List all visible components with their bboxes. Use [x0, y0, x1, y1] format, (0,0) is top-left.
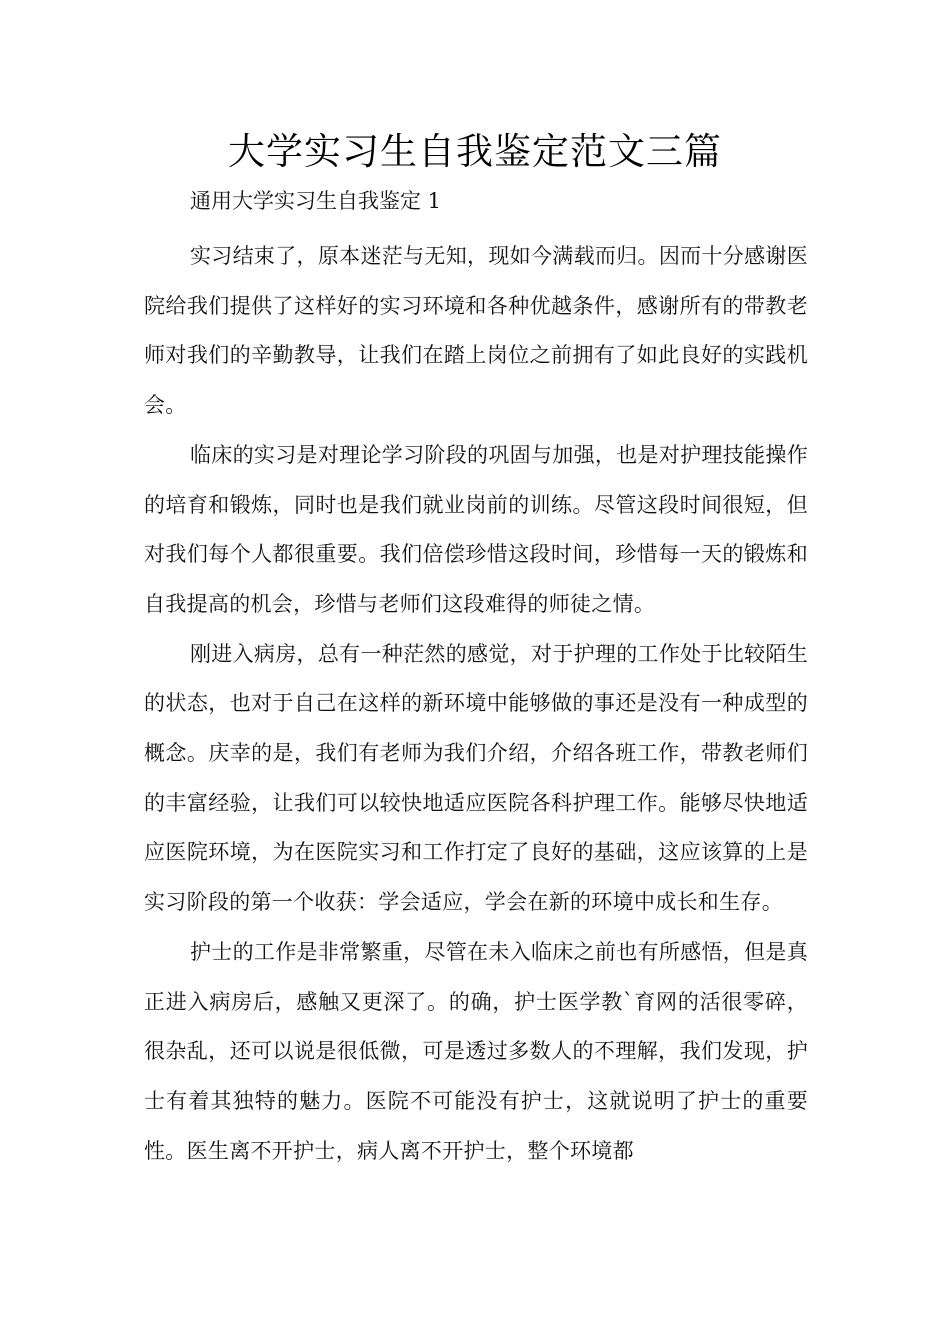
paragraph-2: 临床的实习是对理论学习阶段的巩固与加强，也是对护理技能操作的培育和锻炼，同时也是我们就业岗前的训练。尽管这段时间很短，但对我们每个人都很重要。我们倍偿珍惜这段时间，珍惜每一天的锻炼和自我提高的机会，珍惜与老师们这段难得的师徒之情。 [144, 442, 808, 616]
document-body [144, 232, 808, 1176]
document-title: 大学实习生自我鉴定范文三篇 [228, 130, 722, 173]
paragraph-1: 实习结束了，原本迷茫与无知，现如今满载而归。因而十分感谢医院给我们提供了这样好的实习环境和各种优越条件，感谢所有的带教老师对我们的辛勤教导，让我们在踏上岗位之前拥有了如此良好的实践机会。 [144, 244, 808, 418]
paragraph-4: 护士的工作是非常繁重，尽管在未入临床之前也有所感悟，但是真正进入病房后，感触又更深了。的确，护士医学教`育网的活很零碎，很杂乱，还可以说是很低微，可是透过多数人的不理解，我们发现，护士有着其独特的魅力。医院不可能没有护士，这就说明了护士的重要性。医生离不开护士，病人离不开护士，整个环境都 [144, 939, 808, 1163]
section-heading: 通用大学实习生自我鉴定 1 [190, 189, 442, 213]
paragraph-3: 刚进入病房，总有一种茫然的感觉，对于护理的工作处于比较陌生的状态，也对于自己在这样的新环境中能够做的事还是没有一种成型的概念。庆幸的是，我们有老师为我们介绍，介绍各班工作，带教老师们的丰富经验，让我们可以较快地适应医院各科护理工作。能够尽快地适应医院环境，为在医院实习和工作打定了良好的基础，这应该算的上是实习阶段的第一个收获：学会适应，学会在新的环境中成长和生存。 [144, 641, 808, 915]
